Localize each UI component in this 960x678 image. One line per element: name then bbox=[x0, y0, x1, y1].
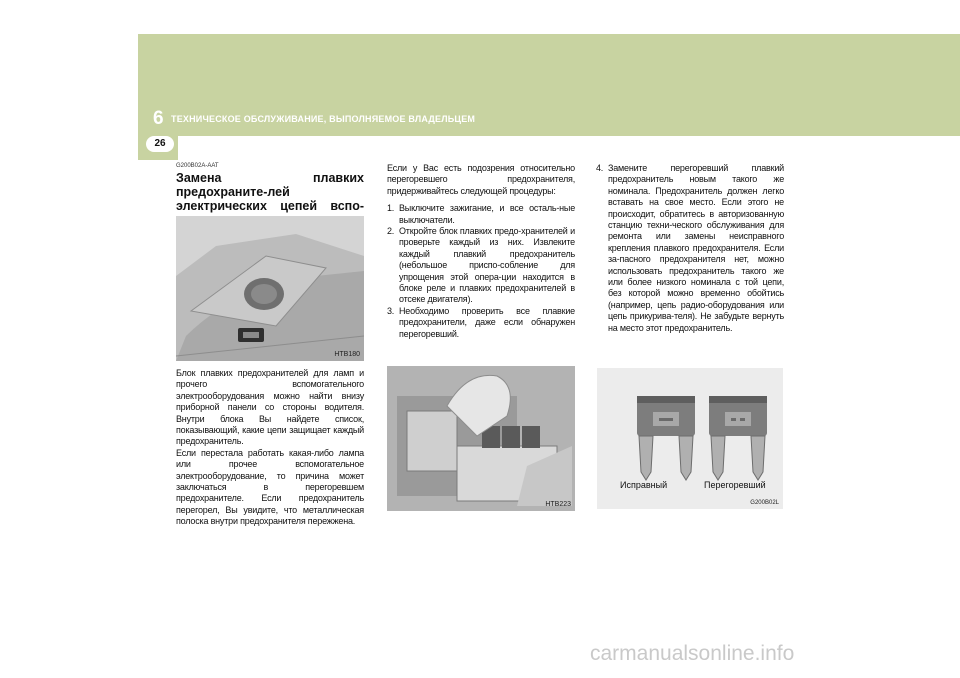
step-number: 1. bbox=[387, 203, 395, 214]
dashboard-fuse-photo bbox=[176, 216, 364, 361]
photo-tag: HTB180 bbox=[334, 351, 360, 358]
engine-fuse-box-photo bbox=[387, 366, 575, 511]
paragraph: Блок плавких предохранителей для ламп и прочего вспомогательного электрооборудования можно найти внизу приборной панели со стороны водителя. Внутри блока Вы найдете список, показывающий, какие цепи защищает каждый предохранитель. bbox=[176, 368, 364, 447]
step-text: Откройте блок плавких предо-хранителей и проверьте каждый из них. Извлеките каждый плавкий предохранитель (небольшое приспо-собление для упрощения этой опера-ции находится в блоке реле и плавких предохранителей в отсеке двигателя). bbox=[399, 226, 575, 305]
dashboard-illustration bbox=[176, 216, 364, 361]
good-fuse-icon bbox=[637, 396, 695, 480]
step-item bbox=[387, 226, 575, 306]
fuse-comparison-figure bbox=[597, 368, 783, 509]
step-item bbox=[387, 306, 575, 340]
blown-fuse-icon bbox=[709, 396, 767, 480]
step-text: Необходимо проверить все плавкие предохранители, даже если обнаружен перегоревший. bbox=[399, 305, 575, 339]
step-number: 2. bbox=[387, 226, 395, 237]
section-title: Замена плавких предохраните-лей электрических цепей вспо- bbox=[176, 171, 364, 213]
figure-code: G200B02L bbox=[750, 500, 779, 506]
step-text: Выключите зажигание, и все осталь-ные выключатели. bbox=[399, 203, 575, 225]
chapter-number: 6 bbox=[153, 108, 164, 129]
paragraph: Если перестала работать какая-либо лампа или прочее вспомогательное электрооборудование, то причина может заключаться в перегоревшем предохранителе. Если предохранитель перегорел, Вы увидите, что металлическая полоска внутри предохранителя пережжена. bbox=[176, 447, 364, 527]
step-item bbox=[387, 203, 575, 226]
watermark: carmanualsonline.info bbox=[590, 642, 795, 665]
step-number: 3. bbox=[387, 305, 395, 316]
fuse-good-label: Исправный bbox=[620, 480, 668, 490]
page-number: 26 bbox=[146, 136, 174, 152]
column-right bbox=[596, 163, 784, 334]
photo-tag: HTB223 bbox=[545, 501, 571, 508]
fuse-blown-label: Перегоревший bbox=[704, 480, 766, 490]
left-body-text bbox=[176, 368, 364, 528]
column-middle bbox=[387, 163, 575, 340]
step-number: 4. bbox=[596, 163, 604, 173]
fuse-box-illustration bbox=[387, 366, 575, 511]
section-code: G200B02A-AAT bbox=[176, 163, 219, 169]
chapter-title: ТЕХНИЧЕСКОЕ ОБСЛУЖИВАНИЕ, ВЫПОЛНЯЕМОЕ ВЛАДЕЛЬЦЕМ bbox=[171, 114, 476, 124]
procedure-steps bbox=[387, 203, 575, 340]
step-item bbox=[596, 163, 784, 334]
step-text: Замените перегоревший плавкий предохранитель новым такого же номинала. Предохранитель должен легко вставать на свое место. Если этого не происходит, обратитесь в авторизованную станцию техни-ческого обслуживания для ремонта или замены неисправного крепления плавкого предохранителя. Если за-пасного предохранителя нет, можно использовать предохранитель такого же или более низкого номинала с той цепи, без которой можно временно обойтись (например, цепь радио-оборудования или цепь прикурива-теля). Не забудьте вернуть на место этот предохранитель. bbox=[608, 163, 784, 333]
intro-paragraph: Если у Вас есть подозрения относительно перегоревшего предохранителя, придерживайтесь следующей процедуры: bbox=[387, 163, 575, 196]
procedure-steps-continued bbox=[596, 163, 784, 334]
